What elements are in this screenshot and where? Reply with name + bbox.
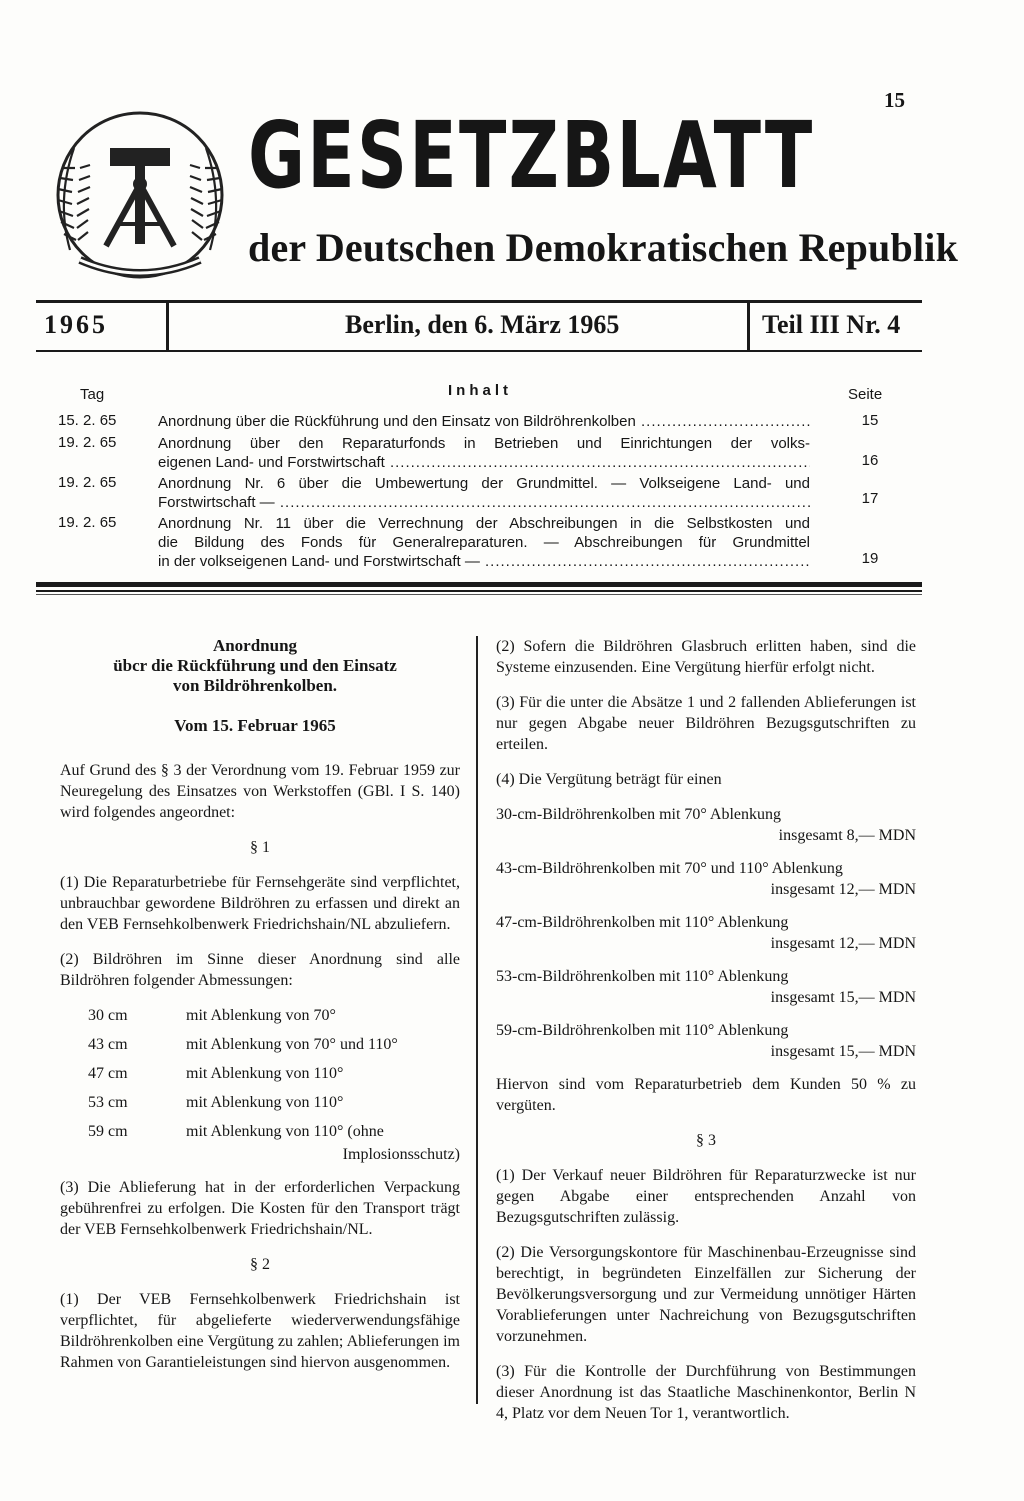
toc-entry-page: 17	[861, 490, 879, 507]
section-rule	[36, 582, 922, 587]
toc-entry-page: 19	[861, 550, 879, 567]
header-divider	[166, 300, 169, 352]
list-item: 53-cm-Bildröhrenkolben mit 110° Ablenkung insgesamt 15,— MDN	[496, 968, 916, 1006]
toc-entry-text[interactable]: Anordnung über den Reparaturfonds in Betrieben und Einrichtungen der volks- eigenen Land- und Forstwirtschaft .....	[158, 434, 810, 472]
ordinance-date: Vom 15. Februar 1965	[174, 716, 336, 735]
toc-header-date: Tag	[80, 386, 105, 403]
section-rule	[36, 590, 922, 592]
list-item: 47-cm-Bildröhrenkolben mit 110° Ablenkung insgesamt 12,— MDN	[496, 914, 916, 952]
left-column	[60, 760, 460, 1387]
list-item: 43-cm-Bildröhrenkolben mit 70° und 110° Ablenkung insgesamt 12,— MDN	[496, 860, 916, 898]
paragraph: (3) Die Ablieferung hat in der erforderlichen Verpackung gebührenfrei zu erfolgen. Die Kosten für den Transport trägt der VEB Fernsehkolbenwerk Friedrichshain/NL.	[60, 1179, 460, 1238]
issue-part: Teil III Nr. 4	[762, 310, 901, 339]
toc-entry-date: 15. 2. 65	[58, 412, 117, 429]
paragraph: (3) Für die unter die Absätze 1 und 2 fallenden Ablieferungen ist nur gegen Abgabe neuer Bildröhren Bezugsgutschriften zu erteilen.	[496, 694, 916, 753]
section-heading: § 1	[250, 839, 270, 856]
column-divider	[476, 636, 478, 1404]
section-rule	[36, 594, 922, 595]
paragraph: (2) Bildröhren im Sinne dieser Anordnung sind alle Bildröhren folgender Abmessungen:	[60, 951, 460, 989]
issue-year: 1965	[44, 310, 108, 339]
header-divider	[747, 300, 750, 352]
section-heading: § 2	[250, 1256, 270, 1273]
list-item: 30 cm mit Ablenkung von 70°	[88, 1007, 336, 1024]
toc-entry-page: 16	[861, 452, 879, 469]
state-emblem-icon	[40, 100, 240, 300]
page-number: 15	[884, 88, 905, 112]
list-item: 53 cm mit Ablenkung von 110°	[88, 1094, 344, 1111]
paragraph: Auf Grund des § 3 der Verordnung vom 19. Februar 1959 zur Neuregelung des Einsatzes von Werkstoffen (GBl. I S. 140) wird folgendes angeordnet:	[60, 762, 460, 821]
right-column	[496, 636, 916, 1438]
ordinance-title: Anordnung übcr die Rückführung und den Einsatz von Bildröhrenkolben.	[113, 636, 397, 695]
paragraph: Hiervon sind vom Reparaturbetrieb dem Kunden 50 % zu vergüten.	[496, 1076, 916, 1114]
toc-header-contents: Inhalt	[448, 382, 512, 399]
paragraph: (1) Der VEB Fernsehkolbenwerk Friedrichshain ist verpflichtet, für abgelieferte wiederverwendungsfähige Bildröhrenkolben eine Vergütung zu zahlen; Ablieferungen im Rahmen von Garantieleistungen sind hiervon ausgenommen.	[60, 1291, 460, 1371]
toc-entry-text[interactable]: Anordnung Nr. 11 über die Verrechnung der Abschreibungen in die Selbstkosten und die Bildung des Fonds für Generalreparaturen. — Abschreibungen für Grundmittel in der volkseigenen Land- und Forstwirtschaft — .....	[158, 514, 810, 571]
paragraph: (1) Die Reparaturbetriebe für Fernsehgeräte sind verpflichtet, unbrauchbar gewordene Bildröhren zu erfassen und direkt an den VEB Fernsehkolbenwerk Friedrichshain/NL abzuliefern.	[60, 874, 460, 933]
masthead-title: GESETZBLATT	[248, 102, 815, 209]
list-item: 47 cm mit Ablenkung von 110°	[88, 1065, 344, 1082]
toc-entry-date: 19. 2. 65	[58, 474, 117, 491]
toc-entry-page: 15	[861, 412, 879, 429]
paragraph: (4) Die Vergütung beträgt für einen	[496, 771, 722, 788]
paragraph: (2) Sofern die Bildröhren Glasbruch erlitten haben, sind die Systeme einzusenden. Eine Vergütung hierfür erfolgt nicht.	[496, 638, 916, 676]
toc-entry-date: 19. 2. 65	[58, 514, 117, 531]
paragraph: (3) Für die Kontrolle der Durchführung von Bestimmungen dieser Anordnung ist das Staatliche Maschinenkontor, Berlin N 4, Platz vor dem Neuen Tor 1, verantwortlich.	[496, 1363, 916, 1422]
list-item-note: Implosionsschutz)	[342, 1146, 460, 1163]
section-heading: § 3	[696, 1132, 716, 1149]
list-item: 59-cm-Bildröhrenkolben mit 110° Ablenkung insgesamt 15,— MDN	[496, 1022, 916, 1060]
list-item: 43 cm mit Ablenkung von 70° und 110°	[88, 1036, 398, 1053]
paragraph: (2) Die Versorgungskontore für Maschinenbau-Erzeugnisse sind berechtigt, in begründeten Einzelfällen zur Sicherung der Bevölkerungsversorgung und zur Vermeidung unnötiger Härten Vorablieferungen unter Nachreichung von Bezugsgutschriften vorzunehmen.	[496, 1244, 916, 1345]
list-item: 30-cm-Bildröhrenkolben mit 70° Ablenkung insgesamt 8,— MDN	[496, 806, 916, 844]
masthead-subtitle: der Deutschen Demokratischen Republik	[248, 225, 959, 270]
paragraph: (1) Der Verkauf neuer Bildröhren für Reparaturzwecke ist nur gegen Abgabe einer entsprechenden Anzahl von Bezugsgutschriften zulässig.	[496, 1167, 916, 1226]
toc-header-page: Seite	[848, 386, 883, 403]
toc-entry-text[interactable]: Anordnung über die Rückführung und den Einsatz von Bildröhrenkolben .....	[158, 412, 810, 431]
issue-date: Berlin, den 6. März 1965	[345, 310, 620, 339]
toc-entry-text[interactable]: Anordnung Nr. 6 über die Umbewertung der Grundmittel. — Volkseigene Land- und Forstwirtschaft — .....	[158, 474, 810, 512]
list-item: 59 cm mit Ablenkung von 110° (ohne	[88, 1123, 384, 1140]
toc-entry-date: 19. 2. 65	[58, 434, 117, 451]
